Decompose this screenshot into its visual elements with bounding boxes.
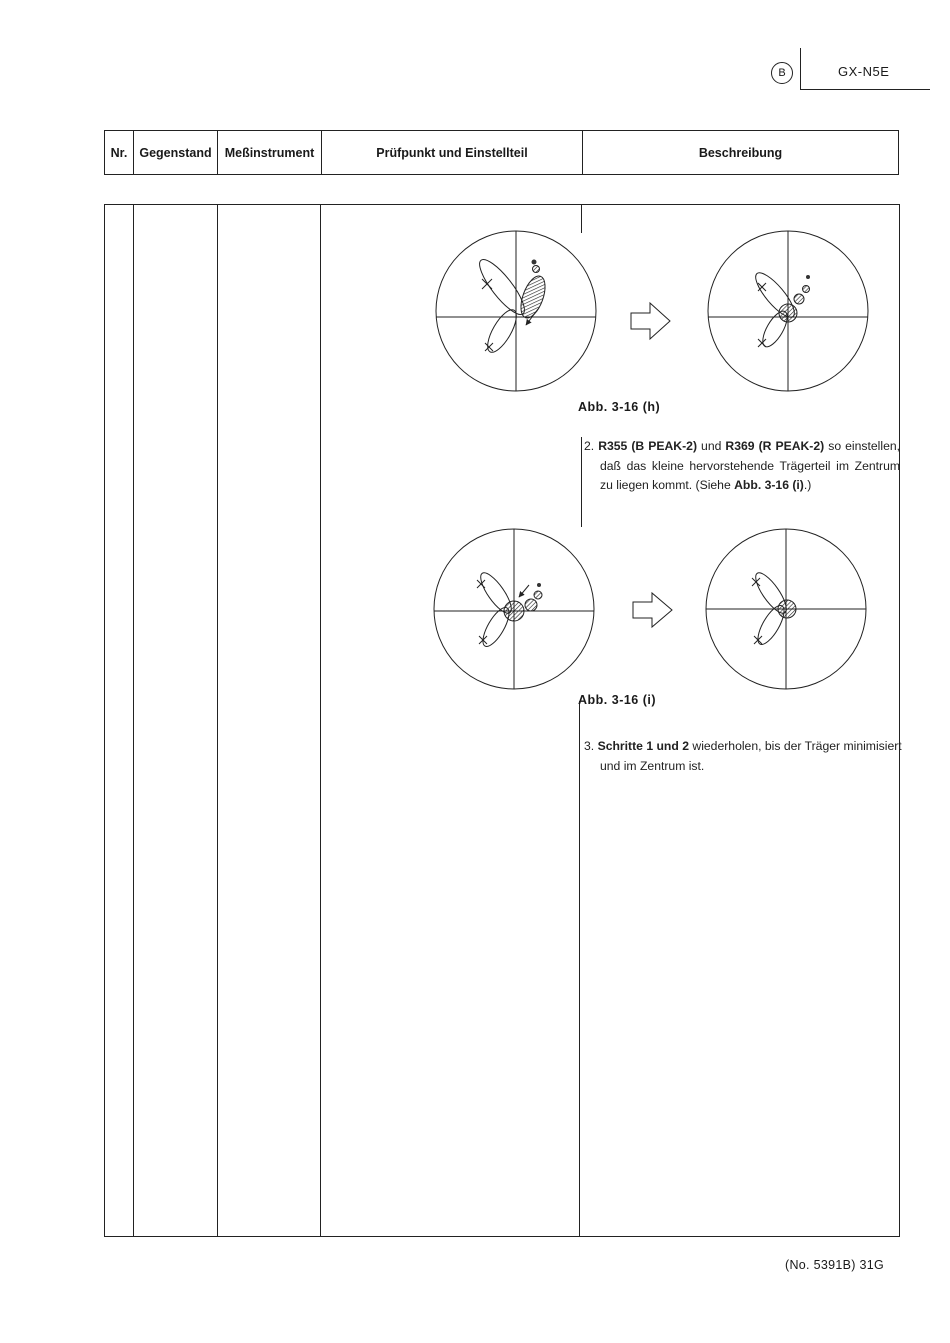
header-underline xyxy=(800,89,930,90)
transition-arrow-i xyxy=(633,593,672,627)
step-3-number: 3. xyxy=(584,739,595,753)
page-footer: (No. 5391B) 31G xyxy=(785,1258,884,1272)
col-divider-4b xyxy=(581,437,582,527)
figure-caption-h: Abb. 3-16 (h) xyxy=(578,400,661,414)
step-2-text xyxy=(584,437,900,496)
col-divider-1 xyxy=(133,205,134,1236)
figure-3-16-i xyxy=(430,525,910,700)
model-number: GX-N5E xyxy=(838,64,890,79)
scope-after-h xyxy=(708,231,868,391)
col-header-pruefpunkt: Prüfpunkt und Einstellteil xyxy=(322,131,583,174)
col-header-gegenstand: Gegenstand xyxy=(134,131,218,174)
step-2-number: 2. xyxy=(584,439,595,453)
col-header-messinstrument: Meßinstrument xyxy=(218,131,322,174)
scope-after-i xyxy=(706,529,866,689)
scope-before-i xyxy=(434,529,594,689)
step-3-bold: Schritte 1 und 2 xyxy=(597,739,689,753)
transition-arrow-h xyxy=(631,303,670,339)
step-2-t3: .) xyxy=(803,478,812,492)
figure-caption-i: Abb. 3-16 (i) xyxy=(578,693,657,707)
step-2-t1: und xyxy=(697,439,726,453)
col-divider-3 xyxy=(320,205,321,1236)
scope-before-h xyxy=(436,231,596,391)
col-header-nr: Nr. xyxy=(105,131,134,174)
figure-3-16-h xyxy=(430,225,910,400)
step-3-rest: wiederholen, bis der Träger minimisiert und im Zentrum ist. xyxy=(600,739,902,773)
step-3-text xyxy=(584,737,905,776)
header-divider xyxy=(800,48,801,90)
table-header xyxy=(104,130,899,175)
col-header-beschreibung: Beschreibung xyxy=(698,145,783,160)
step-2-t2: so einstellen, daß das kleine hervorstehende Trägerteil im Zentrum zu liegen kommt. (Siehe xyxy=(600,439,901,492)
step-2-ref: Abb. 3-16 (i) xyxy=(734,478,804,492)
col-divider-4c xyxy=(579,701,580,1236)
step-2-part2: R369 (R PEAK-2) xyxy=(725,439,825,453)
region-badge: B xyxy=(771,62,793,84)
col-divider-2 xyxy=(217,205,218,1236)
step-2-part1: R355 (B PEAK-2) xyxy=(598,439,698,453)
